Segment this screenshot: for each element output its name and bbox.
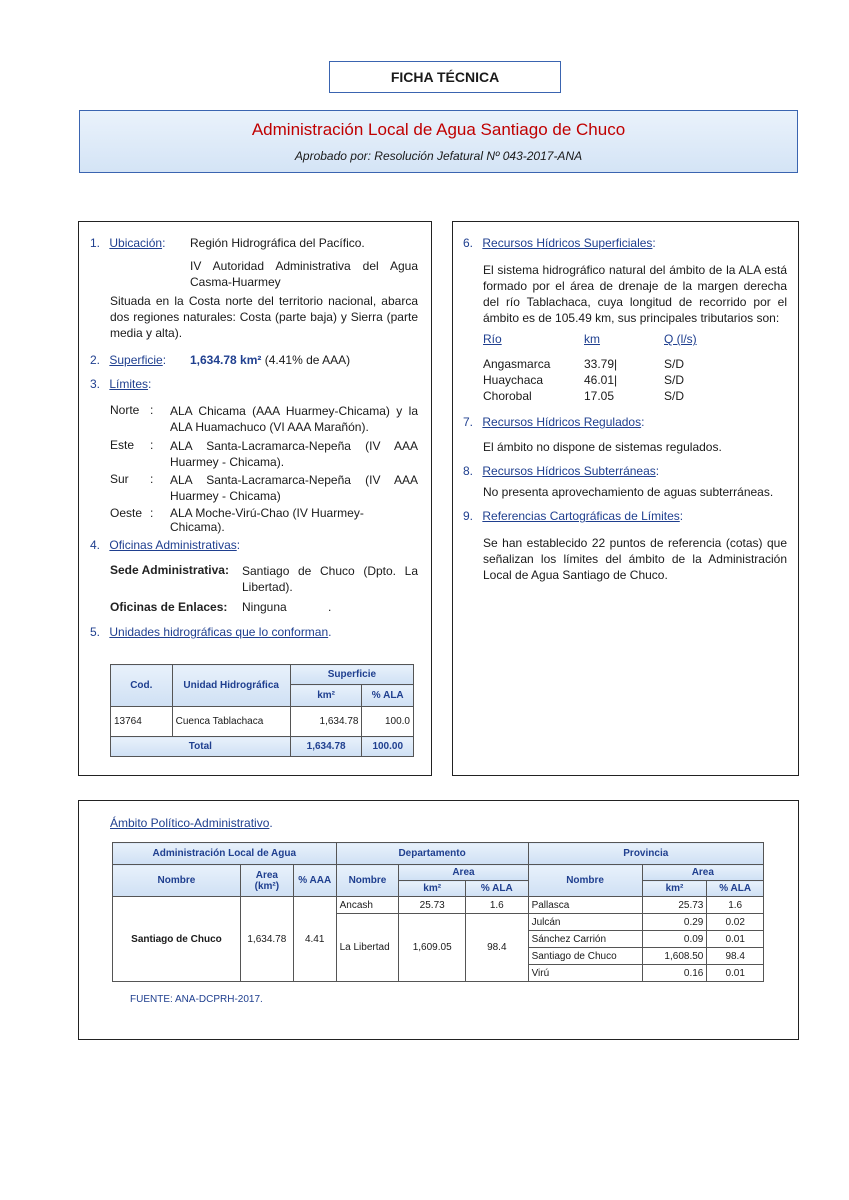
section-sep: : <box>148 377 152 391</box>
cell-prov-km2: 0.29 <box>642 914 707 931</box>
th-prov-pct: % ALA <box>707 881 764 897</box>
section-regulados-heading <box>463 415 644 429</box>
section-oficinas-heading <box>90 538 240 552</box>
table-row <box>111 707 414 737</box>
cell-unidad: Cuenca Tablachaca <box>172 707 290 737</box>
section-unidades-heading <box>90 625 332 639</box>
approval-line <box>80 149 797 163</box>
section-sep: : <box>652 236 656 250</box>
superficie-value-line <box>190 353 350 367</box>
approval-number: Nº 043-2017-ANA <box>486 149 583 163</box>
rio-q: S/D <box>664 357 685 371</box>
limite-oeste-text: ALA Moche-Virú-Chao (IV Huarmey-Chicama). <box>170 506 364 534</box>
section-label: Unidades hidrográficas que lo conforman <box>109 625 329 639</box>
th-unidad: Unidad Hidrográfica <box>172 665 290 707</box>
section-label: Superficie <box>109 353 163 367</box>
th-q: Q (l/s) <box>664 332 697 346</box>
th-prov: Provincia <box>528 843 763 865</box>
ambito-table <box>112 842 764 982</box>
sede-value: Santiago de Chuco (Dpto. La Libertad). <box>242 564 418 594</box>
ubicacion-desc: Situada en la Costa norte del territorio nacional, abarca dos regiones naturales: Costa (parte baja) y Sierra (parte media y alta). <box>110 294 418 340</box>
th-depto-nombre: Nombre <box>336 865 399 897</box>
cell-prov-nombre: Pallasca <box>528 897 642 914</box>
cell-prov-pct: 0.02 <box>707 914 764 931</box>
ambito-dot: . <box>269 816 273 830</box>
ambito-heading <box>110 816 273 830</box>
cell-ala-pct: 4.41 <box>293 897 336 982</box>
rio-name: Angasmarca <box>483 357 551 371</box>
section-label: Recursos Hídricos Superficiales <box>482 236 653 250</box>
superficiales-desc: El sistema hidrográfico natural del ámbito de la ALA está formado por el área de drenaje de la margen derecha del río Tablachaca, cuya longitud de recorrido por el ámbito es de 105.49 km, sus principales tributarios son: <box>483 263 787 325</box>
superficie-pct: (4.41% de AAA) <box>264 353 351 367</box>
section-dot: . <box>328 625 332 639</box>
th-ala-area: Area (km²) <box>240 865 293 897</box>
cell-prov-km2: 25.73 <box>642 897 707 914</box>
cell-pct: 100.0 <box>362 707 414 737</box>
section-label: Ubicación <box>109 236 163 250</box>
ambito-label: Ámbito Político-Administrativo <box>110 816 270 830</box>
sede-label: Sede Administrativa: <box>110 563 229 577</box>
right-panel <box>452 221 799 776</box>
section-label: Recursos Hídricos Regulados <box>482 415 642 429</box>
cell-depto-pct: 98.4 <box>466 914 529 982</box>
ubicacion-line1: Región Hidrográfica del Pacífico. <box>190 236 365 250</box>
cell-prov-km2: 0.09 <box>642 931 707 948</box>
regulados-desc: El ámbito no dispone de sistemas regulados. <box>483 440 722 454</box>
unidades-table <box>110 664 414 757</box>
rio-name: Huaychaca <box>483 373 544 387</box>
section-ubicacion-heading <box>90 236 165 250</box>
cell-prov-nombre: Julcán <box>528 914 642 931</box>
th-km2: km² <box>290 685 362 707</box>
cell-prov-km2: 0.16 <box>642 965 707 982</box>
section-limites-heading <box>90 377 151 391</box>
limite-colon: : <box>150 506 154 520</box>
cell-km2: 1,634.78 <box>290 707 362 737</box>
limite-colon: : <box>150 403 154 417</box>
limite-colon: : <box>150 472 154 486</box>
left-panel <box>78 221 432 776</box>
th-prov-area: Area <box>642 865 763 881</box>
section-number: 6. <box>463 236 474 250</box>
section-number: 3. <box>90 377 101 391</box>
section-label: Límites <box>109 377 149 391</box>
enlace-label-text: Oficinas de Enlaces <box>110 600 224 614</box>
enlace-value: Ninguna <box>242 600 287 614</box>
page-title: Administración Local de Agua Santiago de Chuco <box>251 120 626 139</box>
section-referencias-heading <box>463 509 683 523</box>
total-row <box>111 737 414 757</box>
section-superficiales-heading <box>463 236 656 250</box>
th-superficie: Superficie <box>290 665 413 685</box>
th-depto-pct: % ALA <box>466 881 529 897</box>
cell-ala-nombre: Santiago de Chuco <box>113 897 241 982</box>
section-label: Oficinas Administrativas <box>109 538 237 552</box>
cell-total-pct: 100.00 <box>362 737 414 757</box>
limite-sur-text: ALA Santa-Lacramarca-Nepeña (IV AAA Huarmey - Chicama) <box>170 473 418 503</box>
section-label: Recursos Hídricos Subterráneas <box>482 464 656 478</box>
cell-prov-nombre: Sánchez Carrión <box>528 931 642 948</box>
section-number: 5. <box>90 625 101 639</box>
subterraneas-desc: No presenta aprovechamiento de aguas subterráneas. <box>483 485 774 499</box>
cell-depto-nombre: La Libertad <box>336 914 399 982</box>
section-label: Referencias Cartográficas de Límites <box>482 509 680 523</box>
limite-norte-text: ALA Chicama (AAA Huarmey-Chicama) y la ALA Huamachuco (VI AAA Marañón). <box>170 404 418 434</box>
th-depto: Departamento <box>336 843 528 865</box>
rio-km: 46.01| <box>584 373 618 387</box>
cell-prov-nombre: Santiago de Chuco <box>528 948 642 965</box>
limite-norte-dir: Norte <box>110 403 140 417</box>
cell-cod: 13764 <box>111 707 173 737</box>
section-sep: : <box>655 464 660 478</box>
header-banner <box>79 110 798 173</box>
sede-label-text: Sede Administrativa <box>110 563 225 577</box>
section-number: 1. <box>90 236 101 250</box>
th-km: km <box>584 332 600 346</box>
section-sep: : <box>236 538 241 552</box>
rio-name: Chorobal <box>483 389 532 403</box>
rio-q: S/D <box>664 389 685 403</box>
limite-sur-dir: Sur <box>110 472 129 486</box>
section-number: 9. <box>463 509 474 523</box>
limite-este-text: ALA Santa-Lacramarca-Nepeña (IV AAA Huarmey - Chicama). <box>170 439 418 469</box>
rio-km: 17.05 <box>584 389 615 403</box>
section-sep: : <box>162 236 166 250</box>
limite-este-dir: Este <box>110 438 135 452</box>
table-row <box>113 897 764 914</box>
th-prov-km2: km² <box>642 881 707 897</box>
section-number: 4. <box>90 538 101 552</box>
th-ala-pct: % AAA <box>293 865 336 897</box>
th-cod: Cod. <box>111 665 173 707</box>
section-sep: : <box>162 353 167 367</box>
cell-ala-area: 1,634.78 <box>240 897 293 982</box>
section-number: 7. <box>463 415 474 429</box>
cell-total-label: Total <box>111 737 291 757</box>
cell-depto-nombre: Ancash <box>336 897 399 914</box>
section-number: 2. <box>90 353 101 367</box>
rio-q: S/D <box>664 373 685 387</box>
cell-prov-nombre: Virú <box>528 965 642 982</box>
limite-oeste-dir: Oeste <box>110 506 143 520</box>
th-depto-km2: km² <box>399 881 466 897</box>
th-rio: Río <box>483 332 502 346</box>
section-superficie-heading <box>90 353 166 367</box>
cell-depto-km2: 1,609.05 <box>399 914 466 982</box>
cell-prov-pct: 0.01 <box>707 931 764 948</box>
enlace-label: Oficinas de Enlaces: <box>110 600 228 614</box>
enlace-dot: . <box>328 600 332 614</box>
cell-depto-pct: 1.6 <box>466 897 529 914</box>
cell-depto-km2: 25.73 <box>399 897 466 914</box>
ubicacion-line2: IV Autoridad Administrativa del Agua Casma-Huarmey <box>190 259 418 289</box>
cell-prov-pct: 0.01 <box>707 965 764 982</box>
limite-colon: : <box>150 438 154 452</box>
th-prov-nombre: Nombre <box>528 865 642 897</box>
fuente-note: FUENTE: ANA-DCPRH-2017. <box>130 994 263 1005</box>
th-pct: % ALA <box>362 685 414 707</box>
cell-prov-km2: 1,608.50 <box>642 948 707 965</box>
section-number: 8. <box>463 464 474 478</box>
th-ala-nombre: Nombre <box>113 865 241 897</box>
section-sep: : <box>641 415 645 429</box>
cell-prov-pct: 1.6 <box>707 897 764 914</box>
th-ala: Administración Local de Agua <box>113 843 337 865</box>
superficie-value: 1,634.78 km² <box>190 353 262 367</box>
referencias-desc: Se han establecido 22 puntos de referencia (cotas) que señalizan los límites del ámbito de la Administración Local de Agua Santiago de Chuco. <box>483 536 787 582</box>
approval-prefix: Aprobado por: Resolución Jefatural <box>294 149 487 163</box>
section-subterraneas-heading <box>463 464 659 478</box>
rio-km: 33.79| <box>584 357 618 371</box>
cell-prov-pct: 98.4 <box>707 948 764 965</box>
cell-total-km2: 1,634.78 <box>290 737 362 757</box>
ficha-title: FICHA TÉCNICA <box>329 61 561 93</box>
th-depto-area: Area <box>399 865 528 881</box>
section-sep: : <box>679 509 684 523</box>
ambito-panel <box>78 800 799 1040</box>
